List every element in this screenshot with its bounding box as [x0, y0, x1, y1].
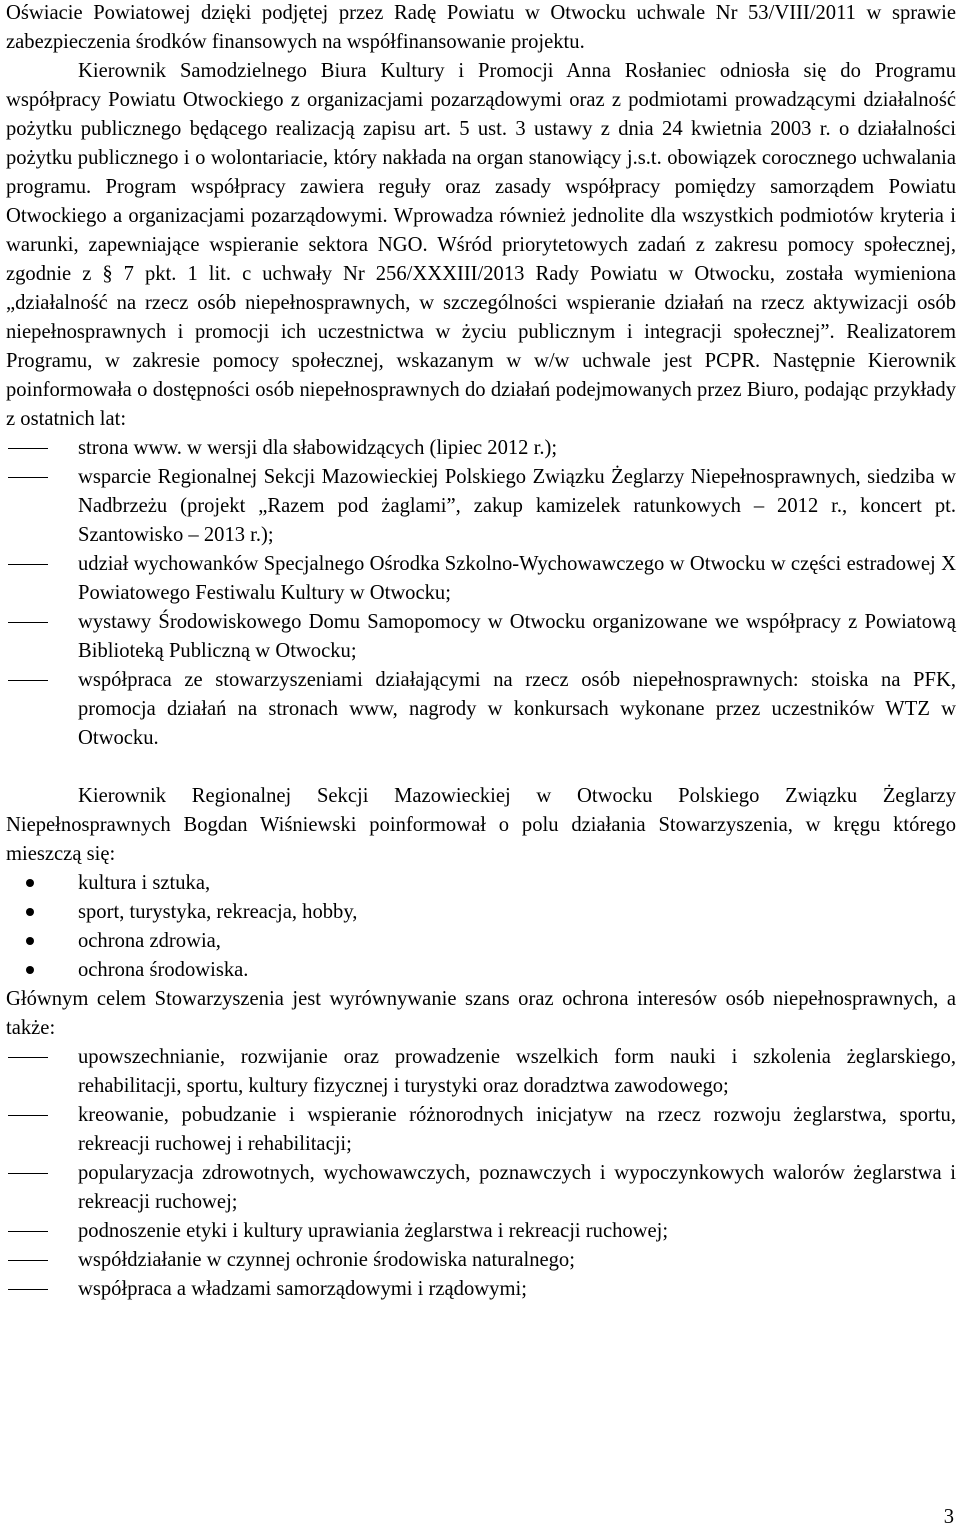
list-item: ochrona środowiska.: [6, 956, 956, 985]
list-item: kultura i sztuka,: [6, 869, 956, 898]
list-cele: [6, 1043, 956, 1304]
list-item: ochrona zdrowia,: [6, 927, 956, 956]
paragraph-cel-stowarzyszenia: Głównym celem Stowarzyszenia jest wyrównywanie szans oraz ochrona interesów osób niepełnosprawnych, a także:: [6, 988, 956, 1039]
list-item: podnoszenie etyki i kultury uprawiania żeglarstwa i rekreacji ruchowej;: [6, 1217, 956, 1246]
paragraph-pzzn: Kierownik Regionalnej Sekcji Mazowieckiej w Otwocku Polskiego Związku Żeglarzy Niepełnosprawnych Bogdan Wiśniewski poinformował o polu działania Stowarzyszenia, w kręgu którego mieszczą się:: [6, 785, 956, 865]
list-biuro-examples: [6, 434, 956, 753]
list-item: upowszechnianie, rozwijanie oraz prowadzenie wszelkich form nauki i szkolenia żeglarskiego, rehabilitacji, sportu, kultury fizycznej i turystyki oraz doradztwa zawodowego;: [6, 1043, 956, 1101]
list-item: strona www. w wersji dla słabowidzących (lipiec 2012 r.);: [6, 434, 956, 463]
list-item: sport, turystyka, rekreacja, hobby,: [6, 898, 956, 927]
list-item: współpraca a władzami samorządowymi i rządowymi;: [6, 1275, 956, 1304]
paragraph-intro: Oświacie Powiatowej dzięki podjętej przez Radę Powiatu w Otwocku uchwale Nr 53/VIII/2011 w sprawie zabezpieczenia środków finansowych na współfinansowanie projektu.: [6, 2, 956, 53]
list-pole-dzialania: [6, 869, 956, 985]
page-number: 3: [943, 1506, 954, 1528]
list-item: wystawy Środowiskowego Domu Samopomocy w Otwocku organizowane we współpracy z Powiatową Biblioteką Publiczną w Otwocku;: [6, 608, 956, 666]
list-item: popularyzacja zdrowotnych, wychowawczych, poznawczych i wypoczynkowych walorów żeglarstwa i rekreacji ruchowej;: [6, 1159, 956, 1217]
list-item: kreowanie, pobudzanie i wspieranie różnorodnych inicjatyw na rzecz rozwoju żeglarstwa, sportu, rekreacji ruchowej i rehabilitacji;: [6, 1101, 956, 1159]
list-item: udział wychowanków Specjalnego Ośrodka Szkolno-Wychowawczego w Otwocku w części estradowej X Powiatowego Festiwalu Kultury w Otwocku;: [6, 550, 956, 608]
paragraph-program-wspolpracy: Kierownik Samodzielnego Biura Kultury i Promocji Anna Rosłaniec odniosła się do Programu współpracy Powiatu Otwockiego z organizacjami pozarządowymi oraz z podmiotami prowadzącymi działalność pożytku publicznego będącego realizacją zapisu art. 5 ust. 3 ustawy z dnia 24 kwietnia 2003 r. o działalności pożytku publicznego i o wolontariacie, który nakłada na organ stanowiący j.s.t. obowiązek corocznego uchwalania programu. Program współpracy zawiera reguły oraz zasady współpracy pomiędzy samorządem Powiatu Otwockiego a organizacjami pozarządowymi. Wprowadza również jednolite dla wszystkich podmiotów kryteria i warunki, zapewniające wspieranie sektora NGO. Wśród priorytetowych zadań z zakresu pomocy społecznej, zgodnie z § 7 pkt. 1 lit. c uchwały Nr 256/XXXIII/2013 Rady Powiatu w Otwocku, została wymieniona „działalność na rzecz osób niepełnosprawnych, w szczególności wspieranie działań na rzecz aktywizacji osób niepełnosprawnych i promocji ich uczestnictwa w życiu publicznym i integracji społecznej”. Realizatorem Programu, w zakresie pomocy społecznej, wskazanym w w/w uchwale jest PCPR. Następnie Kierownik poinformowała o dostępności osób niepełnosprawnych do działań podejmowanych przez Biuro, podając przykłady z ostatnich lat:: [6, 60, 956, 430]
list-item: współdziałanie w czynnej ochronie środowiska naturalnego;: [6, 1246, 956, 1275]
list-item: wsparcie Regionalnej Sekcji Mazowieckiej Polskiego Związku Żeglarzy Niepełnosprawnych, siedziba w Nadbrzeżu (projekt „Razem pod żaglami”, zakup kamizelek ratunkowych – 2012 r., koncert pt. Szantowisko – 2013 r.);: [6, 463, 956, 550]
list-item: współpraca ze stowarzyszeniami działającymi na rzecz osób niepełnosprawnych: stoiska na PFK, promocja działań na stronach www, nagrody w konkursach wykonane przez uczestników WTZ w Otwocku.: [6, 666, 956, 753]
